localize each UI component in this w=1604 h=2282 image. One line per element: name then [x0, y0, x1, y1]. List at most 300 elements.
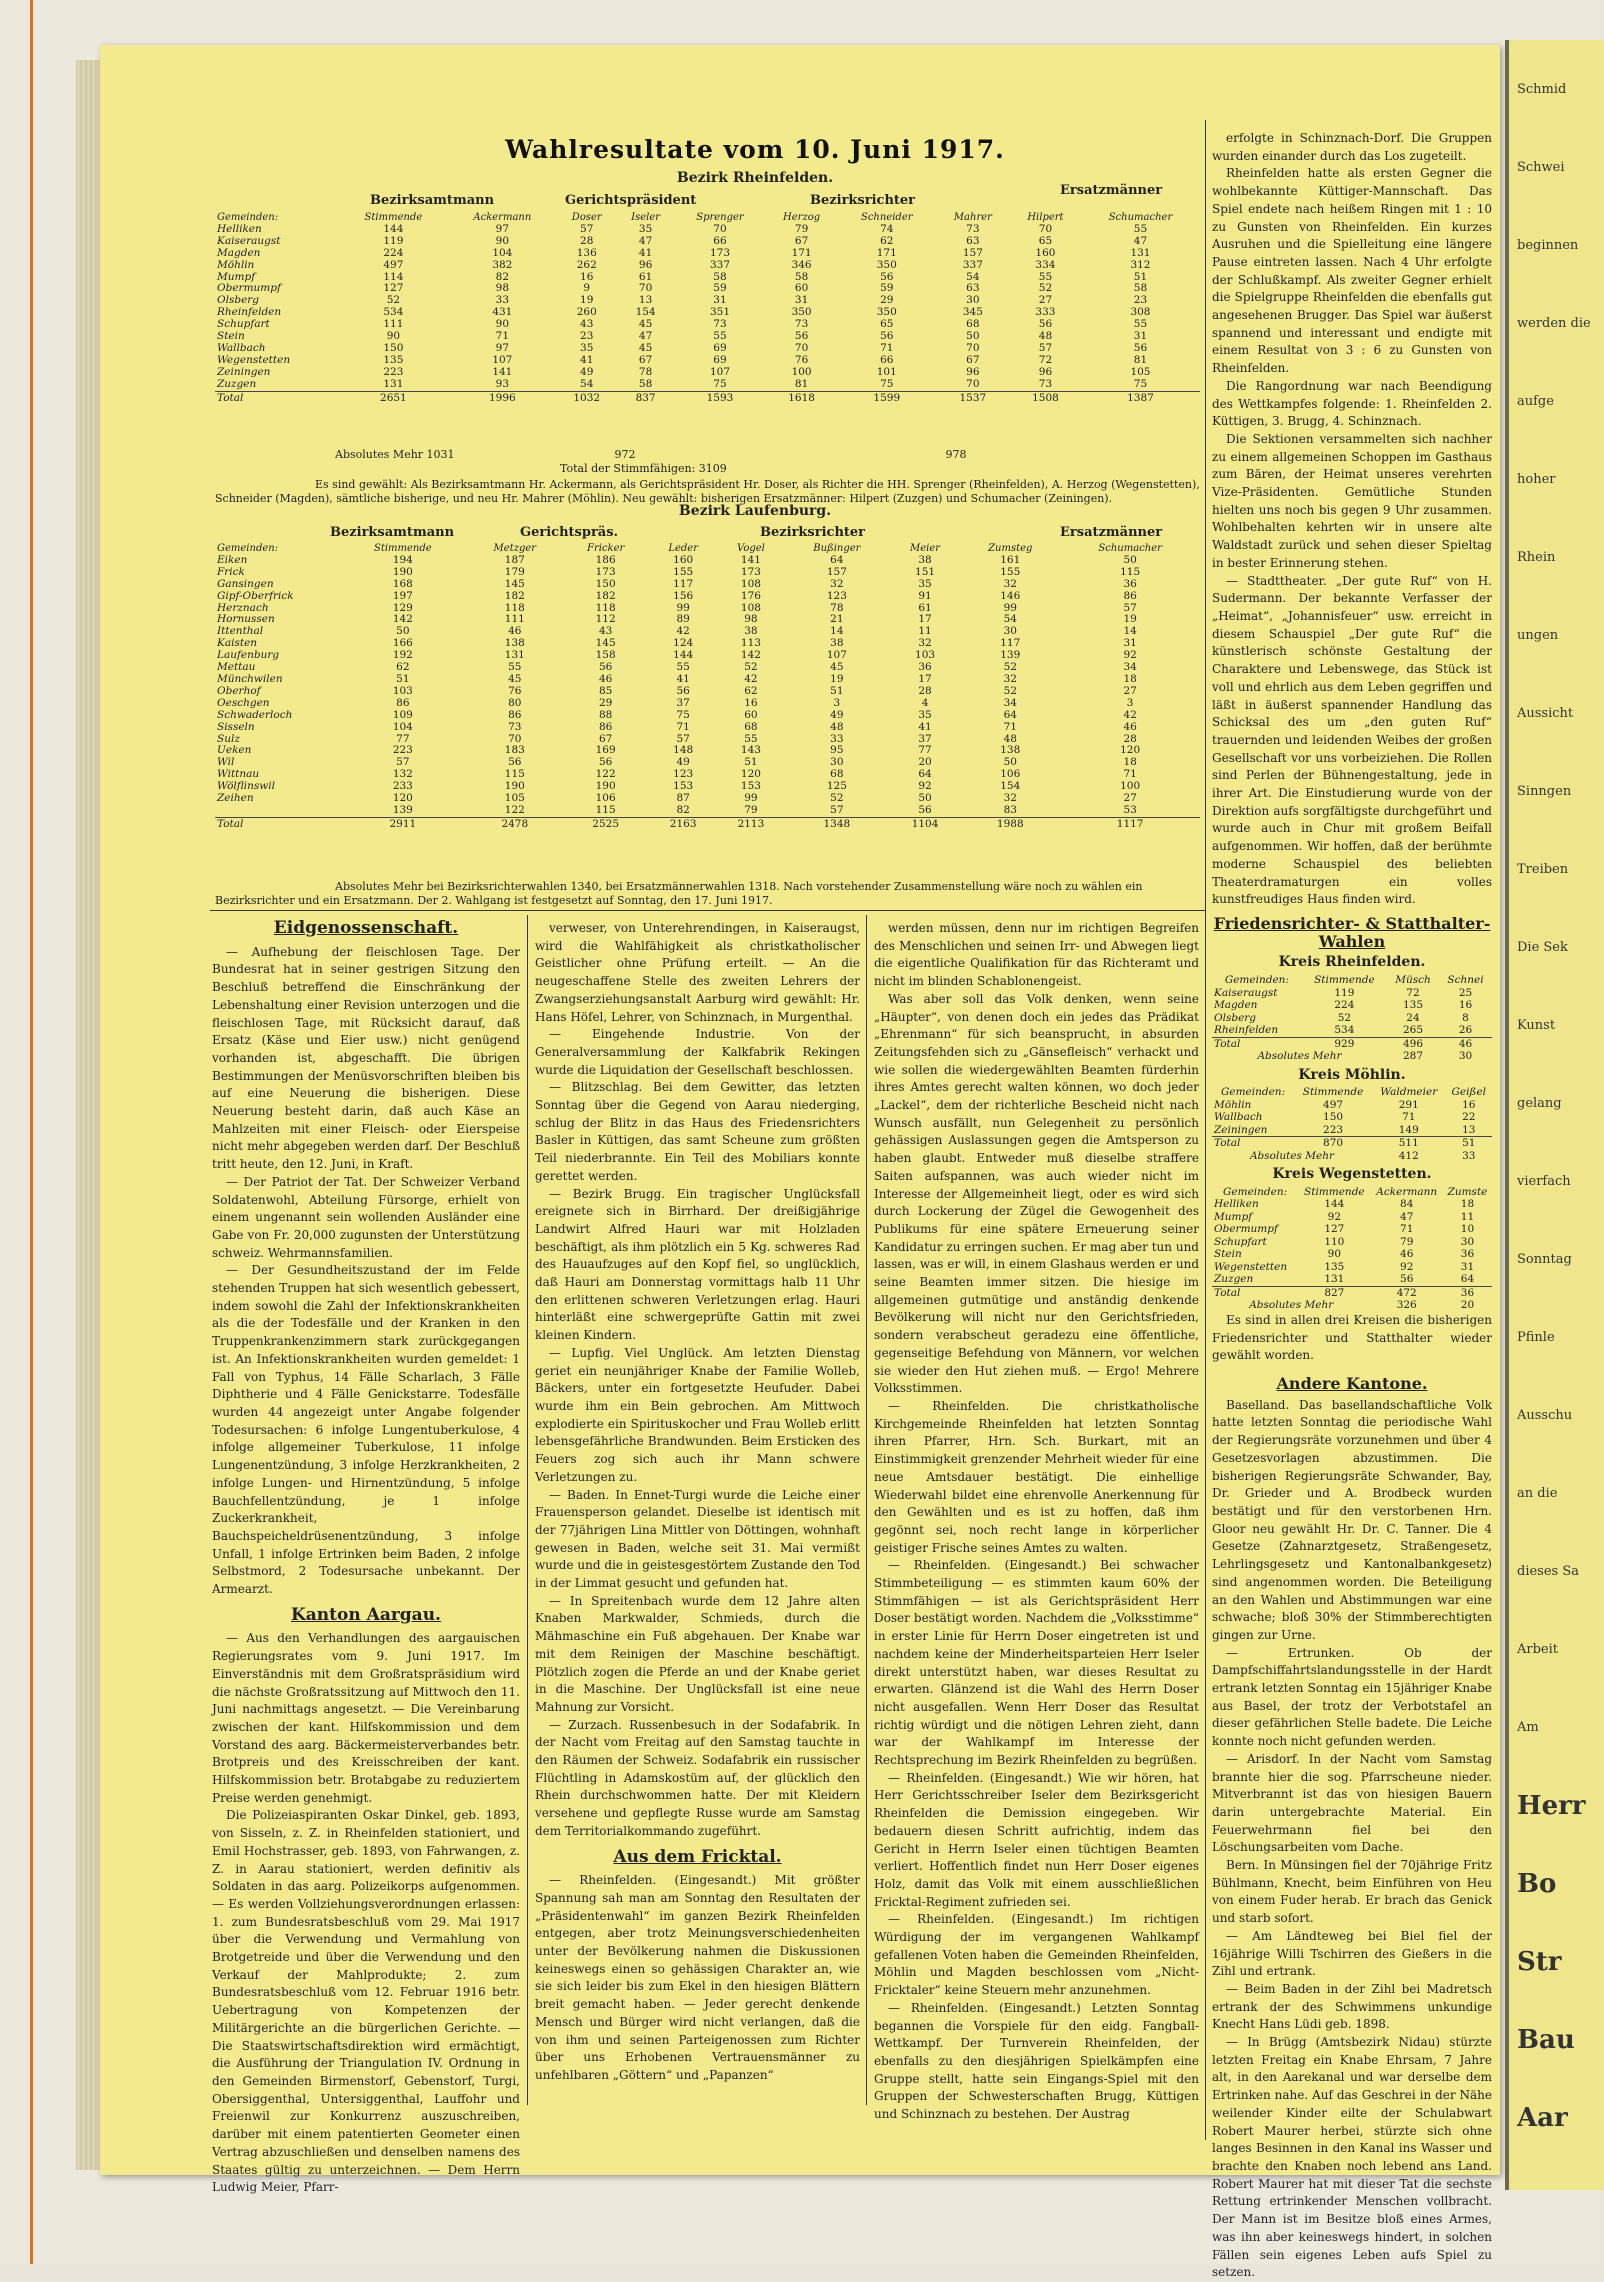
gemeinde-name: Schupfart — [1214, 1235, 1267, 1248]
table-cell: 160 — [673, 553, 694, 566]
article-paragraph: — Arisdorf. In der Nacht vom Samstag brannte hier die sog. Pfarrscheune nieder. Mitverbrannt ist das von hiesigen Bauern darin untergebrachte Material. Ein Feuerwehrmann fiel bei den Löschungsarbeiten vom Dache. — [1212, 1751, 1492, 1855]
gemeinde-name: Wallbach — [1214, 1111, 1263, 1124]
table-cell: 333 — [1035, 306, 1056, 319]
table-cell: 46 — [508, 625, 522, 638]
table-cell: 34 — [1003, 696, 1017, 709]
absolutes-mehr-value: 326 — [1396, 1299, 1417, 1312]
table-cell: 62 — [744, 684, 758, 697]
table-cell: 64 — [918, 768, 932, 781]
column-divider — [1205, 120, 1206, 2140]
table-row — [215, 283, 1200, 295]
table-cell: 25 — [1458, 986, 1473, 999]
table-cell: 45 — [508, 672, 522, 685]
table-cell: 16 — [744, 696, 758, 709]
table-cell: 92 — [1327, 1210, 1342, 1223]
article-paragraph: Bern. In Münsingen fiel der 70jährige Fritz Bühlmann, Knecht, beim Einführen von Heu von einem Fuder herab. Er brach das Genick und starb sofort. — [1212, 1858, 1492, 1926]
edge-fragment: beginnen — [1517, 238, 1579, 253]
laufenburg-note: Absolutes Mehr bei Bezirksrichterwahlen 1340, bei Ersatzmännerwahlen 1318. Nach vorstehender Zusammenstellung wäre noch zu wählen ein Bezirksrichter und ein Ersatzmann. Der 2. Wahlgang ist festgesetzt auf Sonntag, den 17. Juni 1917. — [215, 880, 1143, 907]
gemeinde-name: Ueken — [217, 744, 252, 757]
article-paragraph: — Eingehende Industrie. Von der Generalversammlung der Kalkfabrik Rekingen wurde die Liquidation der Gesellschaft beschlossen. — [535, 1027, 860, 1077]
table-cell: 431 — [492, 306, 513, 319]
group-label: Bezirksrichter — [760, 525, 866, 540]
table-cell: 144 — [1324, 1198, 1345, 1211]
table-cell: 534 — [383, 306, 404, 319]
table-cell: 51 — [1133, 270, 1148, 283]
table-cell: 96 — [638, 258, 653, 271]
column-header: Geißel — [1451, 1086, 1487, 1099]
table-cell: 27 — [1038, 294, 1053, 307]
gemeinde-name: Laufenburg — [217, 649, 280, 662]
table-cell: 3 — [833, 696, 841, 709]
table-cell: 312 — [1130, 258, 1151, 271]
total-label: Total — [1212, 1137, 1294, 1150]
table-cell: 110 — [1324, 1235, 1345, 1248]
table-cell: 146 — [1000, 589, 1021, 602]
table-cell: 86 — [396, 696, 410, 709]
table-cell: 49 — [676, 756, 690, 769]
table-cell: 66 — [713, 234, 727, 247]
table-row — [215, 650, 1200, 662]
table-cell: 57 — [1123, 601, 1137, 614]
table-row — [215, 343, 1200, 355]
article-paragraph: — Ertrunken. Ob der Dampfschiffahrtslandungsstelle in der Hardt ertrank letzten Sonntag ein 15jähriger Knabe aus Basel, der trotz der Verbotstafel an dieser gefährlichen Stelle badete. Die Leiche konnte noch nicht gefunden werden. — [1212, 1645, 1492, 1749]
gemeinde-name: Frick — [217, 565, 245, 578]
table-cell: 62 — [880, 234, 894, 247]
table-cell: 150 — [383, 341, 404, 354]
table-row — [215, 272, 1200, 284]
mid-number: 978 — [945, 448, 967, 461]
table-cell: 32 — [1003, 672, 1017, 685]
table-cell: 141 — [740, 553, 761, 566]
table-cell: 63 — [966, 234, 980, 247]
table-cell: 58 — [794, 270, 809, 283]
table-cell: 52 — [386, 294, 401, 307]
table-cell: 63 — [966, 282, 980, 295]
table-cell: 69 — [713, 341, 727, 354]
table-cell: 111 — [383, 318, 404, 331]
table-cell: 127 — [1324, 1223, 1345, 1236]
table-row — [215, 236, 1200, 248]
gemeinde-name: Obermumpf — [217, 282, 281, 295]
total-cell: 511 — [1372, 1137, 1446, 1150]
table-cell: 93 — [495, 377, 510, 390]
table-cell: 42 — [1123, 708, 1137, 721]
table-cell: 291 — [1398, 1098, 1419, 1111]
group-label: Ersatzmänner — [1060, 183, 1163, 198]
table-cell: 65 — [1038, 234, 1053, 247]
group-label: Ersatzmänner — [1060, 525, 1163, 540]
total-cell: 1996 — [448, 391, 557, 404]
table-header-row — [215, 543, 1200, 555]
table-cell: 166 — [392, 637, 413, 650]
table-cell: 51 — [744, 756, 758, 769]
table-cell: 42 — [744, 672, 758, 685]
mid-number: 972 — [614, 448, 636, 461]
table-cell: 58 — [638, 377, 653, 390]
table-cell: 111 — [504, 613, 525, 626]
table-cell: 109 — [392, 708, 413, 721]
table-cell: 58 — [713, 270, 727, 283]
table-cell: 48 — [830, 720, 844, 733]
table-row — [215, 769, 1200, 781]
column-header: Herzog — [783, 212, 821, 223]
gemeinde-name: Magden — [1214, 999, 1258, 1012]
table-cell: 92 — [1123, 649, 1137, 662]
column-header: Leder — [668, 543, 698, 554]
table-cell: 22 — [1462, 1111, 1476, 1124]
table-cell: 95 — [830, 744, 844, 757]
table-cell: 122 — [504, 803, 525, 816]
table-cell: 13 — [1462, 1123, 1476, 1136]
kreis-table — [1212, 974, 1492, 1063]
article-column-3 — [874, 920, 1199, 2122]
edge-fragment: Bo — [1517, 1869, 1557, 1899]
table-cell: 118 — [595, 601, 616, 614]
table-cell: 49 — [830, 708, 844, 721]
table-cell: 27 — [1123, 792, 1137, 805]
table-cell: 135 — [383, 353, 404, 366]
table-cell: 48 — [1038, 330, 1053, 343]
total-cell: 837 — [617, 391, 675, 404]
table-row — [215, 686, 1200, 698]
section-heading-eidgenossenschaft: Eidgenossenschaft. — [273, 918, 459, 938]
table-cell: 346 — [791, 258, 812, 271]
table-cell: 104 — [492, 246, 513, 259]
table-cell: 71 — [1123, 768, 1137, 781]
table-cell: 99 — [1003, 601, 1017, 614]
column-header: Stimmende — [373, 543, 432, 554]
table-cell: 131 — [1130, 246, 1151, 259]
table-cell: 30 — [830, 756, 844, 769]
edge-fragment: Rhein — [1517, 550, 1556, 565]
column-header: Zumste — [1447, 1185, 1488, 1198]
table-cell: 87 — [676, 792, 690, 805]
table-cell: 54 — [580, 377, 594, 390]
table-cell: 106 — [1000, 768, 1021, 781]
table-cell: 17 — [918, 613, 932, 626]
table-row — [215, 567, 1200, 579]
table-row — [215, 603, 1200, 615]
table-cell: 68 — [966, 318, 980, 331]
gemeinde-name: Wegenstetten — [1214, 1260, 1288, 1273]
table-cell: 35 — [918, 708, 932, 721]
table-cell: 187 — [504, 553, 525, 566]
table-cell: 71 — [1402, 1111, 1416, 1124]
table-cell: 148 — [673, 744, 694, 757]
total-cell: 1537 — [936, 391, 1010, 404]
table-cell: 144 — [383, 222, 404, 235]
article-paragraph: Rheinfelden hatte als ersten Gegner die wohlbekannte Küttiger-Mannschaft. Das Spiel endete nach heißem Ringen mit 1 : 10 zu Gunsten von Rheinfelden. Ein kurzes Ausruhen und die Spielleitung eine längere Pause eintreten lassen. Nach 4 Uhr erfolgte der Schlußkampf. Als zweiter Gegner erhielt die Spielgruppe Rheinfelden die ebenfalls gut angesehenen Brugger. Das Spiel war äußerst spannend und interessant und endigte mit einem Resultat von 3 : 6 zu Gunsten von Rheinfelden. — [1212, 166, 1492, 376]
table-cell: 51 — [830, 684, 844, 697]
table-cell: 119 — [383, 234, 404, 247]
table-cell: 131 — [1324, 1273, 1345, 1286]
edge-fragment: Am — [1517, 1720, 1539, 1735]
gemeinde-name: Obermumpf — [1214, 1223, 1278, 1236]
table-cell: 59 — [880, 282, 894, 295]
table-cell: 90 — [495, 234, 510, 247]
table-row — [1212, 1248, 1492, 1261]
table-cell: 38 — [918, 553, 932, 566]
table-cell: 50 — [966, 330, 980, 343]
table-cell: 52 — [744, 661, 758, 674]
absolutes-mehr-label: Absolutes Mehr — [1257, 1050, 1342, 1063]
table-cell: 154 — [635, 306, 656, 319]
table-cell: 24 — [1406, 1011, 1420, 1024]
table-cell: 190 — [392, 565, 413, 578]
table-cell: 73 — [794, 318, 809, 331]
total-cell: 1599 — [838, 391, 936, 404]
table-cell: 176 — [740, 589, 761, 602]
gemeinde-name: Mumpf — [217, 270, 256, 283]
table-cell: 35 — [580, 341, 594, 354]
table-cell: 55 — [676, 661, 690, 674]
column-header: Schnei — [1447, 974, 1484, 987]
table-cell: 125 — [826, 780, 847, 793]
gemeinde-name: Möhlin — [217, 258, 255, 271]
table-cell: 86 — [1123, 589, 1137, 602]
article-paragraph: Baselland. Das basellandschaftliche Volk hatte letzten Sonntag die periodische Wahl der Regierungsräte vorzunehmen und über 4 Gesetzesvorlagen abzustimmen. Die bisherigen Regierungsräte Schwander, Bay, Dr. Grieder und A. Brodbeck wurden bestätigt und für den verstorbenen Hrn. Gloor neu gewählt Hr. Dr. C. Tanner. Die 4 Gesetze (Zahnarztgesetz, Straßengesetz, Lehrlingsgesetz und Kantonalbankgesetz) sind angenommen worden. Die Beteiligung an den Wahlen und Abstimmungen war eine schwache; bloß 30% der Stimmberechtigten gingen zur Urne. — [1212, 1397, 1492, 1642]
table-cell: 97 — [495, 222, 510, 235]
table-cell: 107 — [826, 649, 847, 662]
table-cell: 50 — [1123, 553, 1137, 566]
table-cell: 32 — [918, 637, 932, 650]
table-cell: 54 — [966, 270, 980, 283]
table-row — [1212, 1223, 1492, 1236]
article-paragraph: — Rheinfelden. (Eingesandt.) Bei schwacher Stimmbeteiligung — es stimmten kaum 60% der Stimmfähigen — ist als Gerichtspräsident Herr Doser bestätigt worden. Nachdem die „Volksstimme“ in erster Linie für Herrn Doser eingetreten ist und nachdem keine der Minderheitsparteien Herr Iseler direkt unterstützt haben, war dieses Resultat zu erwarten. Glänzend ist die Wahl des Herrn Doser nicht ausgefallen. Wenn Herr Doser das Resultat richtig würdigt und die nötigen Lehren zieht, dann war der Wahlkampf im Interesse der Rechtsprechung im Bezirk Rheinfelden zu begrüßen. — [874, 1558, 1199, 1768]
edge-fragment: Arbeit — [1517, 1642, 1558, 1657]
table-cell: 35 — [638, 222, 653, 235]
group-label: Bezirksamtmann — [330, 525, 455, 540]
total-cell: 2651 — [339, 391, 448, 404]
table-row — [215, 757, 1200, 769]
table-cell: 350 — [791, 306, 812, 319]
table-cell: 52 — [1038, 282, 1053, 295]
table-cell: 48 — [1003, 732, 1017, 745]
gemeinde-name: Wegenstetten — [217, 353, 291, 366]
table-row — [1212, 1111, 1492, 1124]
edge-fragment: Treiben — [1517, 862, 1569, 877]
table-cell: 41 — [580, 353, 594, 366]
table-row — [215, 710, 1200, 722]
kreis-table — [1212, 1186, 1492, 1312]
section-heading-kanton-aargau: Kanton Aargau. — [291, 1604, 441, 1625]
table-cell: 70 — [966, 377, 980, 390]
table-cell: 47 — [1133, 234, 1148, 247]
table-cell: 28 — [918, 684, 932, 697]
total-cell: 36 — [1443, 1286, 1492, 1299]
table-cell: 56 — [918, 803, 932, 816]
table-cell: 154 — [1000, 780, 1021, 793]
table-cell: 70 — [1038, 222, 1053, 235]
table-row — [1212, 999, 1492, 1012]
table-cell: 41 — [638, 246, 653, 259]
column-header: Schumacher — [1108, 212, 1173, 223]
table-row — [1212, 1273, 1492, 1286]
table-cell: 23 — [580, 330, 594, 343]
article-paragraph: — Zurzach. Russenbesuch in der Sodafabrik. In der Nacht vom Freitag auf den Samstag tauchte in den Räumen der Schweiz. Sodafabrik ein russischer Flüchtling in Adamskostüm auf, der glücklich den Rhein durchschwommen hatte. Der mit Kleidern versehene und gepflegte Russe wurde am Samstag dem Territorialkommando zugeführt. — [535, 1717, 860, 1838]
table-row — [1212, 1012, 1492, 1025]
gemeinde-name: Wölflinswil — [217, 780, 275, 793]
table-cell: 62 — [396, 661, 410, 674]
absolutes-mehr-value: 1031 — [426, 448, 455, 461]
gemeinde-name: Schupfart — [217, 318, 270, 331]
table-cell: 96 — [966, 365, 980, 378]
adjacent-page — [1505, 40, 1604, 2190]
table-cell: 308 — [1130, 306, 1151, 319]
table-cell: 72 — [1406, 986, 1420, 999]
table-cell: 77 — [918, 744, 932, 757]
table-cell: 173 — [709, 246, 730, 259]
table-cell: 190 — [595, 780, 616, 793]
gemeinde-name: Stein — [1214, 1248, 1242, 1261]
article-paragraph: — Blitzschlag. Bei dem Gewitter, das letzten Sonntag über die Gegend von Aarau niederging, schlug der Blitz in das Haus des Friedensrichters Basler in Küttigen, das samt Scheune zum größten Teil niederbrannte. Ein Teil des Mobiliars konnte gerettet werden. — [535, 1080, 860, 1183]
table-cell: 36 — [1460, 1248, 1475, 1261]
column-header: Mahrer — [953, 212, 992, 223]
table-row — [215, 379, 1200, 391]
edge-fragment: Pfinle — [1517, 1330, 1555, 1345]
table-cell: 99 — [744, 792, 758, 805]
total-cell: 1593 — [675, 391, 766, 404]
table-cell: 89 — [676, 613, 690, 626]
gemeinde-name: Gipf-Oberfrick — [217, 589, 294, 602]
article-paragraph: — Der Patriot der Tat. Der Schweizer Verband Soldatenwohl, Abteilung Fürsorge, erhielt von einem ungenannt sein wollenden Ausländer eine Gabe von Fr. 20,000 zugunsten der Unterstützung schweiz. Wehrmannsfamilien. — [212, 1174, 520, 1260]
article-paragraph: verweser, von Unterehrendingen, in Kaiseraugst, wird die Wahlfähigkeit als christkatholischer Geistlicher ohne Prüfung erteilt. — An die neugeschaffene Stelle des zweiten Lehrers der Zwangserziehungsanstalt Aarburg wird gewählt: Hr. Hans Höfel, Lehrer, von Schinznach, in Murgenthal. — [535, 921, 860, 1024]
rheinfelden-subtitle: Bezirk Rheinfelden. — [676, 170, 834, 186]
table-cell: 76 — [508, 684, 522, 697]
table-cell: 20 — [918, 756, 932, 769]
table-cell: 534 — [1334, 1024, 1355, 1037]
table-cell: 46 — [598, 672, 613, 685]
article-paragraph: — Beim Baden in der Zihl bei Madretsch ertrank der des Schwimmens unkundige Knecht Hans Lüdi geb. 1898. — [1212, 1981, 1492, 2032]
table-row — [1212, 1198, 1492, 1211]
table-cell: 91 — [918, 589, 932, 602]
edge-fragment: Aar — [1517, 2103, 1568, 2133]
table-cell: 31 — [794, 294, 809, 307]
table-cell: 334 — [1035, 258, 1056, 271]
gemeinde-name: Rheinfelden — [217, 306, 282, 319]
table-cell: 179 — [504, 565, 525, 578]
table-cell: 135 — [1402, 999, 1423, 1012]
gemeinde-name: Rheinfelden — [1214, 1024, 1279, 1037]
table-cell: 60 — [794, 282, 809, 295]
table-cell: 52 — [1337, 1011, 1352, 1024]
table-cell: 224 — [1334, 999, 1355, 1012]
column-divider — [527, 915, 528, 2105]
table-row — [1212, 1099, 1492, 1112]
absolutes-mehr-row — [1212, 1050, 1492, 1063]
column-header: Metzger — [493, 543, 537, 554]
table-cell: 192 — [392, 649, 413, 662]
table-cell: 351 — [709, 306, 730, 319]
gemeinde-name: Mumpf — [1214, 1210, 1253, 1223]
gemeinde-name: Ittenthal — [217, 625, 264, 638]
gemeinde-name — [215, 805, 339, 817]
headline: Wahlresultate vom 10. Juni 1917. — [505, 135, 1005, 164]
column-header: Müsch — [1395, 974, 1431, 987]
column-header: Bußinger — [813, 543, 861, 554]
gemeinde-name: Oeschgen — [217, 696, 270, 709]
table-cell: 73 — [508, 720, 522, 733]
table-row — [215, 224, 1200, 236]
table-row — [215, 248, 1200, 260]
table-cell: 75 — [880, 377, 894, 390]
table-cell: 77 — [396, 732, 410, 745]
gemeinde-name: Schwaderloch — [217, 708, 293, 721]
table-cell: 223 — [392, 744, 413, 757]
table-row — [1212, 1236, 1492, 1249]
table-cell: 76 — [794, 353, 809, 366]
table-cell: 19 — [580, 294, 594, 307]
table-row — [215, 579, 1200, 591]
table-row — [215, 745, 1200, 757]
table-cell: 67 — [638, 353, 653, 366]
table-cell: 55 — [1038, 270, 1053, 283]
table-cell: 54 — [1003, 613, 1017, 626]
table-cell: 70 — [713, 222, 727, 235]
table-cell: 382 — [492, 258, 513, 271]
article-paragraph: — Rheinfelden. Die christkatholische Kirchgemeinde Rheinfelden hat letzten Sonntag ihren Pfarrer, Hrn. Sch. Burkart, mit an Einstimmigkeit grenzender Mehrheit wieder für eine neue Amtsdauer bestätigt. Die einhellige Wiederwahl bildet eine ehrenvolle Anerkennung für den Gewählten und es ist zu hoffen, daß ihm gegönnt sei, noch recht lange in körperlicher geistiger Frische seines Amtes zu walten. — [874, 1398, 1199, 1555]
edge-fragment: Ausschu — [1517, 1408, 1573, 1423]
article-paragraph: Die Rangordnung war nach Beendigung des Wettkampfes folgende: 1. Rheinfelden 2. Küttigen, 3. Brugg, 4. Schinznach. — [1212, 378, 1492, 429]
total-label: Total — [1212, 1286, 1298, 1299]
table-cell: 345 — [962, 306, 983, 319]
edge-fragment: gelang — [1517, 1096, 1562, 1111]
column-header: Gemeinden: — [1220, 1086, 1286, 1099]
table-cell: 79 — [1400, 1235, 1414, 1248]
absolutes-mehr-label: Absolutes Mehr — [1249, 1299, 1334, 1312]
table-cell: 38 — [830, 637, 844, 650]
table-header-row — [215, 212, 1200, 224]
table-cell: 71 — [1400, 1223, 1414, 1236]
table-cell: 108 — [740, 577, 761, 590]
table-cell: 139 — [392, 803, 413, 816]
table-row — [215, 722, 1200, 734]
table-cell: 9 — [583, 282, 591, 295]
article-paragraph: — Stadttheater. „Der gute Ruf“ von H. Sudermann. Der bekannte Verfasser der „Heimat“, „Johannisfeuer“ usw. erreicht in diesem Schauspiel „Der gute Ruf“ die künstlerisch schönste Gestaltung der Charaktere und Lebenswege, das Stück ist voll und ehrlich aus dem Leben gegriffen und läßt in äußerst spannender Handlung das Schicksal des um „den guten Ruf“ trauernden und leidenden Weibes der großen Gesellschaft vor uns vorbeiziehen. Die Rollen sind Perlen der Bühnengestaltung, jede in ihrer Art. Die Einstudierung wurde von der Direktion aufs sorgfältigste durchgeführt und wurde auch in Chur mit großem Beifall aufgenommen. Wir hoffen, daß der berühmte moderne Schauspiel des beliebten Theaterdramaturgen ein volles kunstfreudiges Haus finden wird. — [1212, 573, 1492, 907]
article-paragraph: — Aufhebung der fleischlosen Tage. Der Bundesrat hat in seiner gestrigen Sitzung den Beschluß betreffend die Einschränkung der Lebenshaltung einer Revision unterzogen und die fleischlosen Tage, mit Rücksicht darauf, daß Ersatz (Käse und Eier usw.) nicht genügend vorhanden ist, abgeschafft. Die übrigen Bestimmungen der Menüsvorschriften bleiben bis auf eine Neuerung die bisherigen. Diese Neuerung besteht darin, daß auch Käse an Mahlzeiten mit einer Fleisch- oder Eierspeise nicht mehr abgegeben werden darf. Der Beschluß tritt heute, den 12. Juni, in Kraft. — [212, 944, 520, 1172]
table-cell: 56 — [1133, 341, 1148, 354]
table-cell: 262 — [576, 258, 597, 271]
edge-fragment: werden die — [1517, 316, 1591, 331]
article-paragraph: — In Brügg (Amtsbezirk Nidau) stürzte letzten Freitag ein Knabe Ehrsam, 7 Jahre alt, in den Aarekanal und war derselbe dem Ertrinken nahe. Auf das Geschrei in der Nähe weilender Kinder eilte der Schulabwart Robert Maurer herbei, stürzte sich ohne langes Besinnen in den Kanal ins Wasser und brachte den Knaben noch lebend ans Land. Robert Maurer hat mit dieser Tat die sechste Rettung ertrinkender Menschen vollbracht. Der Mann ist im Besitze bloß eines Armes, was ihn aber keineswegs hindert, in solchen Fällen sein eigenes Leben aufs Spiel zu setzen. — [1212, 2035, 1492, 2280]
table-cell: 90 — [495, 318, 510, 331]
table-cell: 71 — [1003, 720, 1017, 733]
table-cell: 143 — [740, 744, 761, 757]
table-row — [215, 781, 1200, 793]
edge-fragment: vierfach — [1517, 1174, 1571, 1189]
total-cell: 1988 — [960, 817, 1060, 830]
table-cell: 173 — [740, 565, 761, 578]
table-cell: 29 — [598, 696, 613, 709]
table-cell: 33 — [830, 732, 844, 745]
table-cell: 18 — [1123, 672, 1137, 685]
table-cell: 16 — [1458, 999, 1473, 1012]
table-cell: 96 — [1038, 365, 1053, 378]
table-cell: 55 — [508, 661, 522, 674]
table-cell: 497 — [1323, 1098, 1344, 1111]
column-header: Stimmende — [1314, 974, 1375, 987]
table-cell: 30 — [1460, 1235, 1475, 1248]
column-header: Gemeinden: — [217, 212, 279, 223]
edge-fragment: Sonntag — [1517, 1252, 1572, 1267]
table-cell: 31 — [1123, 637, 1137, 650]
table-cell: 30 — [1003, 625, 1017, 638]
table-cell: 160 — [1035, 246, 1056, 259]
absolutes-mehr-row — [1212, 1150, 1492, 1163]
gemeinde-name: Zeihen — [217, 792, 254, 805]
table-cell: 161 — [1000, 553, 1021, 566]
column-header: Sprenger — [696, 212, 744, 223]
